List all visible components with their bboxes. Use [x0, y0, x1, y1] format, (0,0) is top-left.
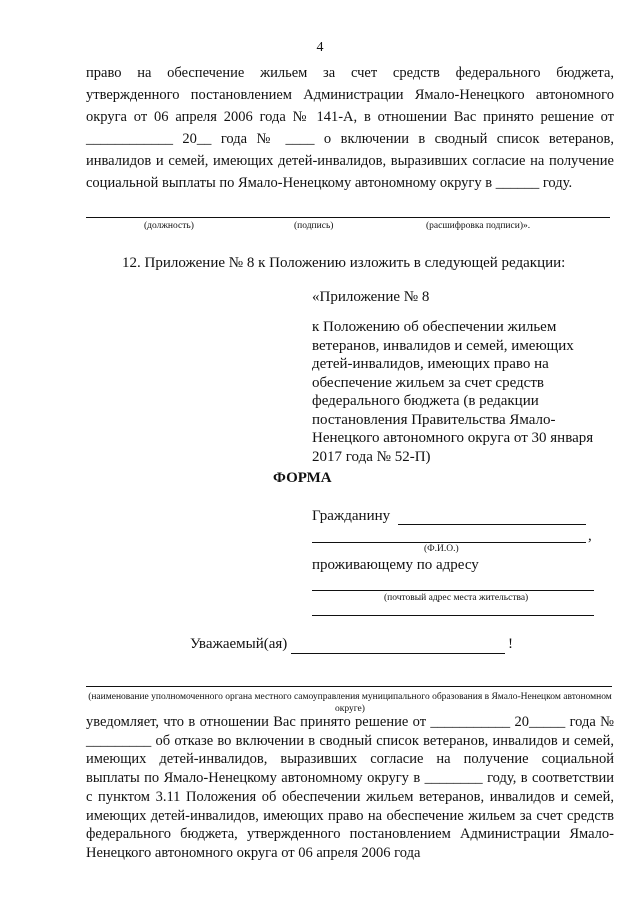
authority-caption: (наименование уполномоченного органа местного самоуправления муниципального образования в Ямало-Ненецком автономном округе)	[88, 692, 612, 714]
citizen-line	[398, 524, 586, 525]
appendix-text: к Положению об обеспечении жильем ветеранов, инвалидов и семей, имеющих детей-инвалидов, имеющих право на обеспечение жильем за счет средств федерального бюджета (в редакции постановления Правительства Ямало-Ненецкого автономного округа от 30 января 2017 года № 52-П)	[312, 319, 594, 465]
citizen-label: Гражданину	[312, 508, 391, 524]
address-line-2	[312, 615, 594, 616]
authority-line	[86, 686, 612, 687]
page-number: 4	[316, 40, 324, 55]
form-heading: ФОРМА	[273, 470, 332, 486]
caption-decoding: (расшифровка подписи)».	[426, 221, 531, 231]
greeting-mark: !	[508, 636, 513, 652]
fio-caption: (Ф.И.О.)	[424, 544, 459, 554]
greeting-label: Уважаемый(ая)	[190, 636, 288, 652]
address-line-1	[312, 590, 594, 591]
address-caption: (почтовый адрес места жительства)	[384, 593, 529, 603]
signature-line	[86, 217, 610, 218]
trailing-comma: ,	[588, 528, 592, 544]
item-12: 12. Приложение № 8 к Положению изложить в следующей редакции:	[122, 255, 566, 271]
residing-label: проживающему по адресу	[312, 557, 479, 573]
greeting-line	[291, 653, 505, 654]
intro-paragraph: право на обеспечение жильем за счет средств федерального бюджета, утвержденного постановлением Администрации Ямало-Ненецкого автономного округа от 06 апреля 2006 года № 141-А, в отношении Вас принято решение от ____________ 20__ года № ____ о включении в сводный список ветеранов, инвалидов и семей, имеющих детей-инвалидов, выразивших согласие на получение социальной выплаты по Ямало-Ненецкому автономному округу в ______ году.	[86, 65, 614, 191]
caption-signature: (подпись)	[294, 221, 334, 231]
notice-body: уведомляет, что в отношении Вас принято решение от ___________ 20_____ года № _________ об отказе во включении в сводный список ветеранов, инвалидов и семей, имеющих детей-инвалидов, выразивших согласие на получение социальной выплаты по Ямало-Ненецкому автономному округу в ________ году, в соответствии с пунктом 3.11 Положения об обеспечении жильем ветеранов, инвалидов и семей, имеющих детей-инвалидов, имеющих право на обеспечение жильем за счет средств федерального бюджета, утвержденного постановлением Администрации Ямало-Ненецкого автономного округа от 06 апреля 2006 года	[86, 714, 614, 861]
appendix-title: «Приложение № 8	[312, 289, 430, 305]
fio-line	[312, 542, 586, 543]
caption-position: (должность)	[144, 221, 194, 231]
